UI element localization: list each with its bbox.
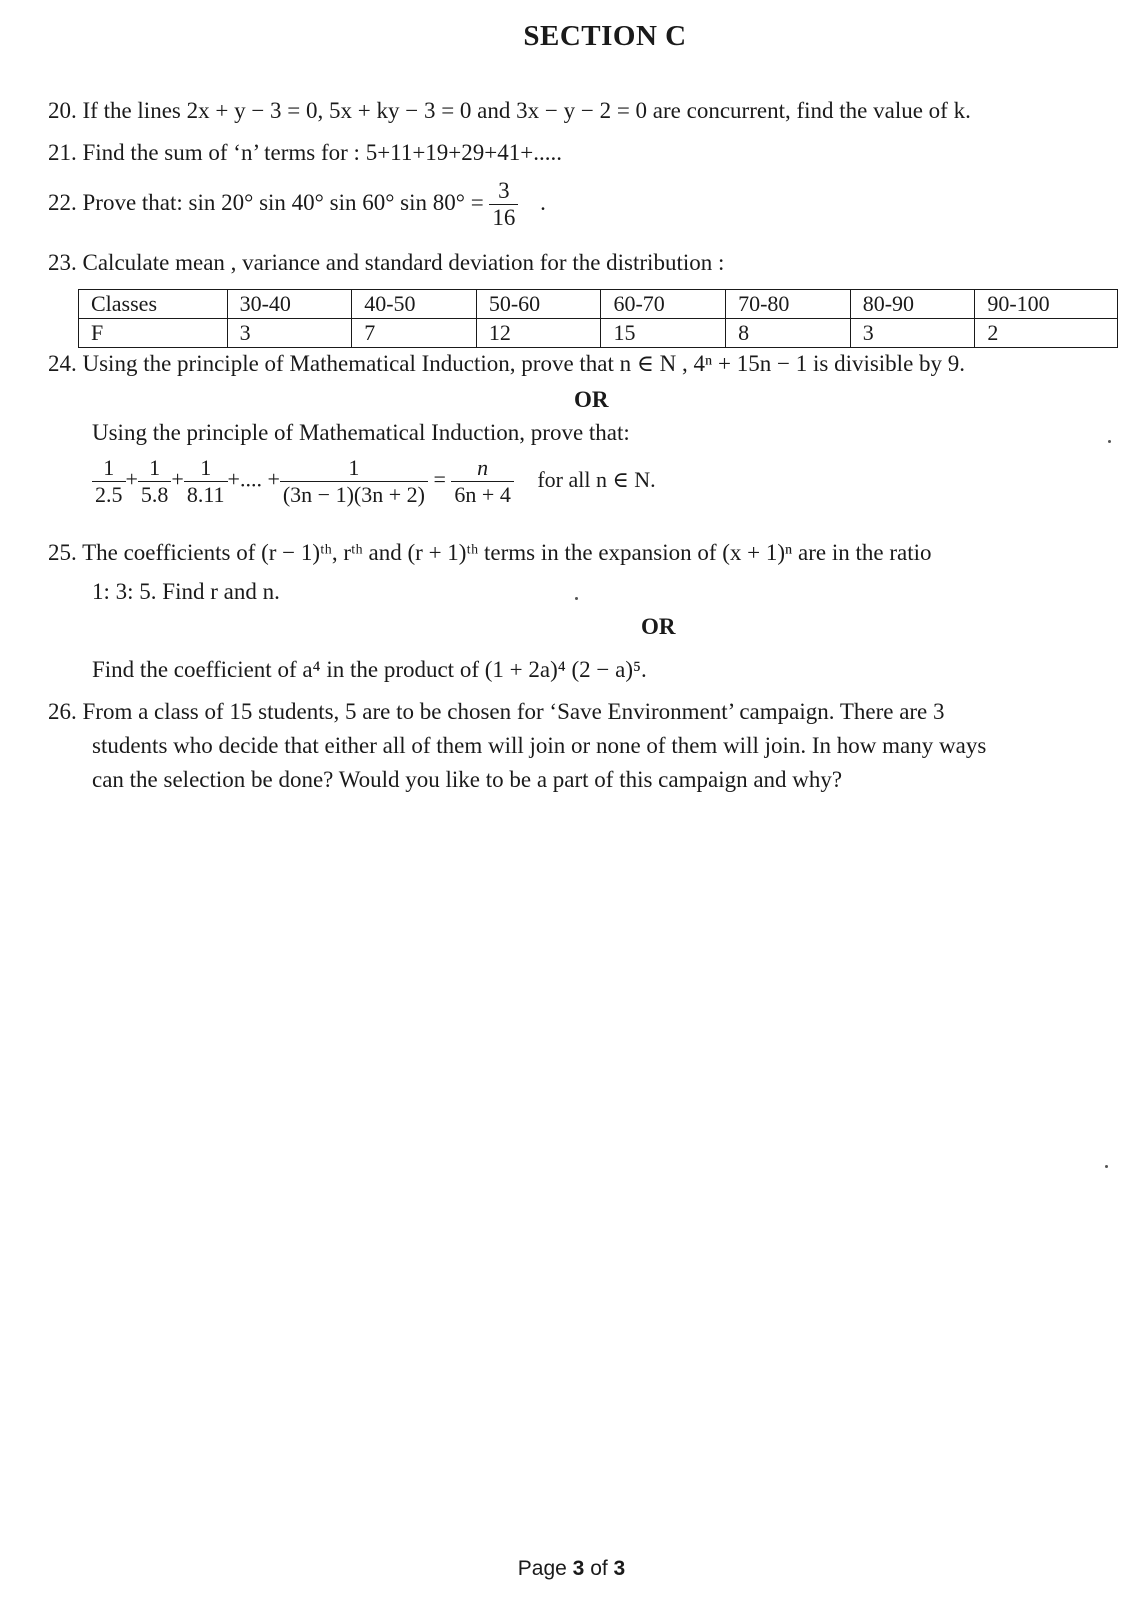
section-title: SECTION C <box>523 20 687 52</box>
question-text: If the lines 2x + y − 3 = 0, 5x + ky − 3 = 0 and 3x − y − 2 = 0 are concurrent, find the value of k. <box>82 98 971 123</box>
question-21 <box>48 140 562 166</box>
footer-page-number: 3 <box>572 1557 585 1580</box>
fraction-numerator: 3 <box>498 178 510 203</box>
question-22 <box>48 178 546 231</box>
footer-page-total: 3 <box>613 1557 626 1580</box>
distribution-table <box>78 289 1118 348</box>
table-cell: 8 <box>726 319 851 348</box>
question-number: 20. <box>48 98 77 123</box>
question-26-line-3: can the selection be done? Would you like to be a part of this campaign and why? <box>92 767 843 792</box>
fraction <box>280 455 428 508</box>
plus-sign: + <box>171 466 184 492</box>
fraction-denominator: 6n + 4 <box>451 481 513 508</box>
fraction <box>184 455 228 508</box>
table-cell: 15 <box>601 319 726 348</box>
scan-speck <box>1108 440 1111 443</box>
question-number: 23. <box>48 250 77 275</box>
table-row-frequency <box>79 319 1118 348</box>
or-divider: OR <box>641 614 676 639</box>
table-cell: 40-50 <box>352 290 477 319</box>
question-25 <box>48 540 932 566</box>
fraction-numerator: 1 <box>103 455 115 480</box>
question-number: 25. <box>48 540 77 565</box>
ellipsis-plus: +.... + <box>227 466 280 492</box>
question-26 <box>48 699 945 725</box>
fraction-denominator: 5.8 <box>138 481 172 508</box>
table-cell: 90-100 <box>975 290 1118 319</box>
question-25-line-2: 1: 3: 5. Find r and n. <box>92 579 280 604</box>
question-20 <box>48 98 971 124</box>
fraction-numerator: n <box>477 455 489 480</box>
table-cell: 7 <box>352 319 477 348</box>
question-text: Find the sum of ‘n’ terms for : 5+11+19+29+41+..... <box>82 140 562 165</box>
fraction-numerator: 1 <box>149 455 161 480</box>
or-divider: OR <box>574 387 609 412</box>
scan-speck <box>1105 1165 1108 1168</box>
equation-suffix: for all n ∈ N. <box>537 466 656 492</box>
table-cell: 3 <box>850 319 975 348</box>
footer-page-label: Page <box>517 1557 567 1580</box>
question-number: 21. <box>48 140 77 165</box>
question-23 <box>48 250 724 276</box>
fraction-denominator: 16 <box>489 204 518 231</box>
fraction <box>489 178 518 231</box>
question-24-alt-text: Using the principle of Mathematical Induction, prove that: <box>92 420 630 445</box>
page-footer <box>0 1557 1143 1581</box>
table-header-cell: F <box>79 319 228 348</box>
question-text: From a class of 15 students, 5 are to be chosen for ‘Save Environment’ campaign. There are 3 <box>82 699 945 724</box>
fraction <box>451 455 513 508</box>
period: . <box>540 189 546 215</box>
fraction-numerator: 1 <box>348 455 360 480</box>
question-text: Prove that: sin 20° sin 40° sin 60° sin 80° = <box>82 189 484 215</box>
fraction-denominator: 8.11 <box>184 481 228 508</box>
question-number: 22. <box>48 189 77 215</box>
question-number: 24. <box>48 351 77 376</box>
table-cell: 12 <box>476 319 601 348</box>
question-text: Using the principle of Mathematical Induction, prove that n ∈ N , 4ⁿ + 15n − 1 is divisible by 9. <box>82 351 966 376</box>
scan-speck <box>575 597 578 600</box>
fraction <box>138 455 172 508</box>
footer-of-label: of <box>590 1557 608 1580</box>
question-26-line-2: students who decide that either all of them will join or none of them will join. In how many ways <box>92 733 987 758</box>
fraction <box>92 455 126 508</box>
table-cell: 3 <box>227 319 352 348</box>
question-25-alt-text: Find the coefficient of a⁴ in the product of (1 + 2a)⁴ (2 − a)⁵. <box>92 657 647 682</box>
table-header-cell: Classes <box>79 290 228 319</box>
table-cell: 50-60 <box>476 290 601 319</box>
table-row-classes <box>79 290 1118 319</box>
table-cell: 60-70 <box>601 290 726 319</box>
induction-series-equation <box>92 455 656 508</box>
table-cell: 30-40 <box>227 290 352 319</box>
plus-sign: + <box>125 466 138 492</box>
question-text: Calculate mean , variance and standard deviation for the distribution : <box>82 250 725 275</box>
question-24 <box>48 351 965 377</box>
fraction-numerator: 1 <box>200 455 212 480</box>
equals-sign: = <box>433 466 446 492</box>
table-cell: 2 <box>975 319 1118 348</box>
table-cell: 70-80 <box>726 290 851 319</box>
question-text: The coefficients of (r − 1)ᵗʰ, rᵗʰ and (r + 1)ᵗʰ terms in the expansion of (x + 1)ⁿ are in the ratio <box>82 540 932 565</box>
fraction-denominator: (3n − 1)(3n + 2) <box>280 481 428 508</box>
table-cell: 80-90 <box>850 290 975 319</box>
fraction-denominator: 2.5 <box>92 481 126 508</box>
question-number: 26. <box>48 699 77 724</box>
